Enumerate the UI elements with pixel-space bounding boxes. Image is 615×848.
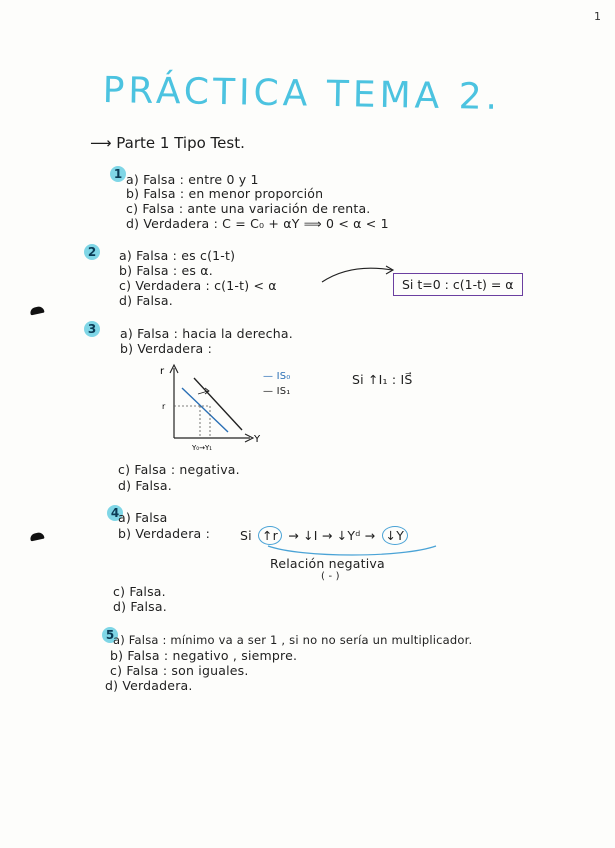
question-number-badge: 3 — [84, 321, 100, 337]
causal-chain — [240, 526, 408, 545]
q3-answer-c: c) Falsa : negativa. — [118, 462, 240, 477]
x-axis-label: Y — [254, 434, 261, 445]
q5-answer-b: b) Falsa : negativo , siempre. — [110, 648, 298, 663]
chain-si: Si — [240, 528, 252, 543]
relation-label: Relación negativa — [270, 556, 385, 571]
q2-answer-d: d) Falsa. — [119, 293, 173, 308]
relation-sign: ( - ) — [321, 571, 340, 582]
part-heading — [90, 134, 245, 152]
r-tick-label: r — [162, 402, 166, 411]
q4-answer-b: b) Verdadera : — [118, 526, 210, 541]
q1-answer-c: c) Falsa : ante una variación de renta. — [126, 201, 371, 216]
q4-answer-d: d) Falsa. — [113, 599, 167, 614]
chain-arrow: → — [364, 528, 376, 543]
page-title: PRÁCTICA TEMA 2. — [102, 70, 502, 118]
question-number-badge: 5 — [102, 627, 118, 643]
punch-hole — [29, 306, 44, 316]
q1-answer-b: b) Falsa : en menor proporción — [126, 186, 324, 201]
q3-side-note: Si ↑I₁ : IS⃗ — [352, 372, 413, 387]
q3-answer-b: b) Verdadera : — [120, 341, 212, 356]
pointer-arrow — [318, 262, 398, 286]
boxed-note: Si t=0 : c(1-t) = α — [393, 273, 523, 296]
q3-answer-d: d) Falsa. — [118, 478, 172, 493]
part-label: Parte 1 Tipo Test. — [116, 134, 245, 152]
q2-answer-a: a) Falsa : es c(1-t) — [119, 248, 236, 263]
chain-arrow: → — [321, 528, 333, 543]
chain-investment: ↓I — [303, 528, 318, 543]
chain-demand: ↓Yᵈ — [336, 528, 361, 543]
q5-answer-d: d) Verdadera. — [105, 678, 193, 693]
legend-is0: — IS₀ — [263, 371, 291, 382]
question-number-badge: 1 — [110, 166, 126, 182]
legend-is1: — IS₁ — [263, 386, 291, 397]
q2-answer-c: c) Verdadera : c(1-t) < α — [119, 278, 277, 293]
q4-answer-a: a) Falsa — [118, 510, 168, 525]
punch-hole — [29, 532, 44, 542]
x-tick-labels: Y₀→Y₁ — [192, 444, 213, 452]
q2-answer-b: b) Falsa : es α. — [119, 263, 213, 278]
question-number-badge: 4 — [107, 505, 123, 521]
q1-answer-d: d) Verdadera : C = C₀ + αY ⟹ 0 < α < 1 — [126, 216, 389, 231]
q3-answer-a: a) Falsa : hacia la derecha. — [120, 326, 293, 341]
chain-output: ↓Y — [382, 526, 409, 545]
q5-answer-a: a) Falsa : mínimo va a ser 1 , si no no sería un multiplicador. — [113, 633, 473, 647]
page-number: 1 — [594, 10, 602, 23]
arrow-icon: ⟶ — [90, 134, 112, 152]
q5-answer-c: c) Falsa : son iguales. — [110, 663, 249, 678]
chain-interest-rate: ↑r — [258, 526, 282, 545]
chain-arrow: → — [288, 528, 299, 543]
y-axis-label: r — [160, 366, 165, 377]
q4-answer-c: c) Falsa. — [113, 584, 166, 599]
question-number-badge: 2 — [84, 244, 100, 260]
q1-answer-a: a) Falsa : entre 0 y 1 — [126, 172, 259, 187]
